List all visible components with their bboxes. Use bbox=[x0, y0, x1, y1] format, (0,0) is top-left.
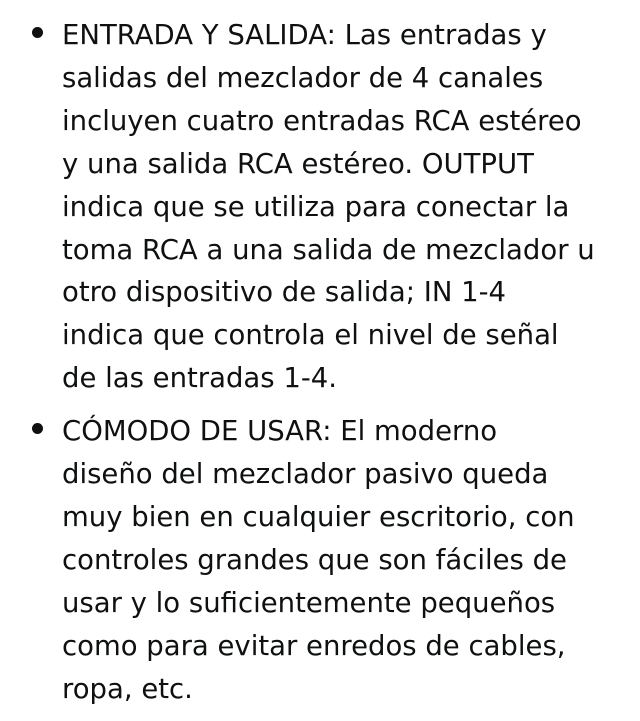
bullet-text-line: y una salida RCA estéreo. OUTPUT bbox=[62, 147, 534, 180]
bullet-text-line: otro dispositivo de salida; IN 1-4 bbox=[62, 276, 507, 309]
bullet-dot-icon bbox=[32, 423, 43, 434]
bullet-text-line: ropa, etc. bbox=[62, 672, 193, 705]
bullet-text-line: como para evitar enredos de cables, bbox=[62, 629, 566, 662]
bullet-text-line: muy bien en cualquier escritorio, con bbox=[62, 500, 575, 533]
bullet-item-entrada-salida bbox=[0, 14, 640, 400]
feature-bullet-list bbox=[0, 14, 640, 721]
bullet-text-line: incluyen cuatro entradas RCA estéreo bbox=[62, 104, 582, 137]
bullet-text-line: CÓMODO DE USAR: El moderno bbox=[62, 415, 498, 448]
bullet-text-line: de las entradas 1-4. bbox=[62, 362, 337, 395]
bullet-text-line: controles grandes que son fáciles de bbox=[62, 543, 567, 576]
bullet-text-line: indica que se utiliza para conectar la bbox=[62, 190, 570, 223]
bullet-item-comodo-de-usar bbox=[0, 410, 640, 710]
bullet-text-line: toma RCA a una salida de mezclador u bbox=[62, 233, 595, 266]
bullet-text-line: usar y lo suficientemente pequeños bbox=[62, 586, 556, 619]
bullet-text-line: salidas del mezclador de 4 canales bbox=[62, 61, 544, 94]
bullet-text-line: indica que controla el nivel de señal bbox=[62, 319, 559, 352]
bullet-dot-icon bbox=[32, 27, 43, 38]
bullet-text-line: diseño del mezclador pasivo queda bbox=[62, 458, 549, 491]
bullet-text-line: ENTRADA Y SALIDA: Las entradas y bbox=[62, 19, 547, 51]
